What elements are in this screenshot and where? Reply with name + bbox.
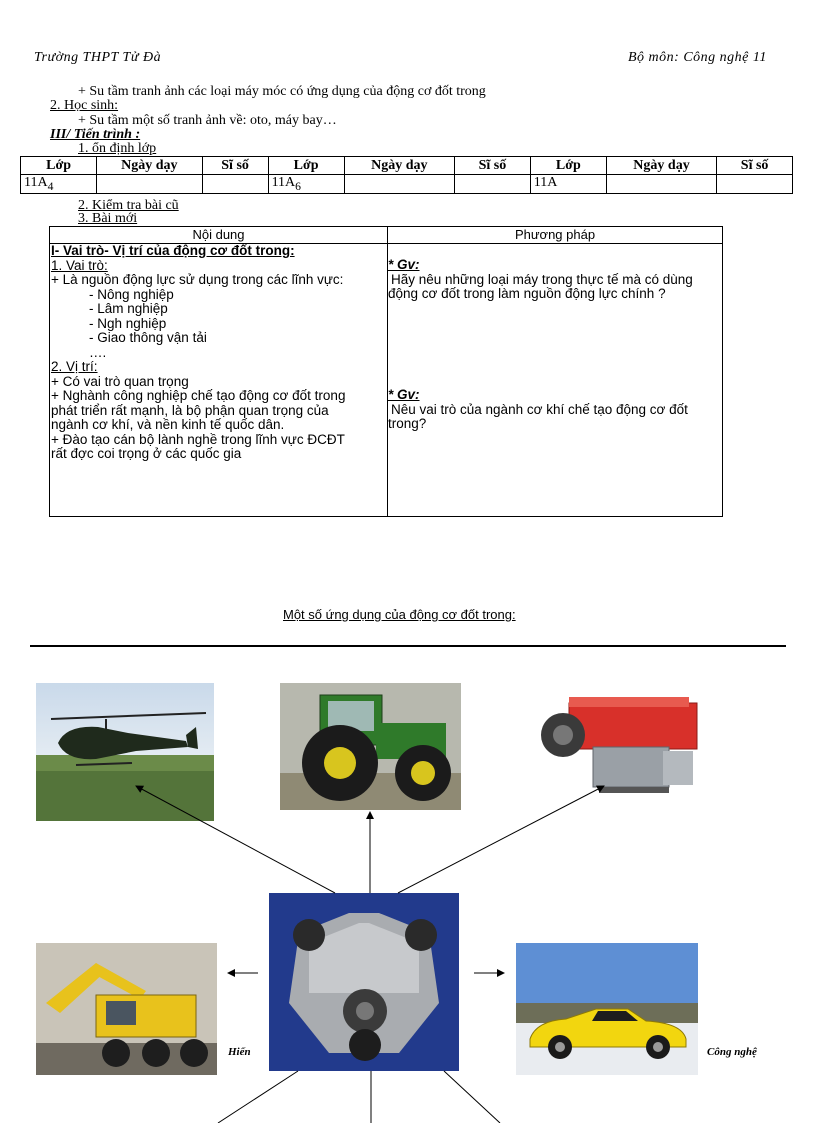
role-item: - Giao thông vận tải: [89, 330, 207, 345]
process-step-3: 3. Bài mới: [78, 211, 138, 226]
process-heading: III/ Tiến trình :: [50, 127, 141, 142]
position-line: + Đào tạo cán bộ lành nghề trong lĩnh vực ĐCĐT: [51, 431, 345, 447]
header-cell: Ngày dạy: [606, 157, 716, 175]
gv-question-line: Hãy nêu những loại máy trong thực tế mà có dùng: [391, 271, 693, 287]
school-name: Trường THPT Tử Đà: [34, 50, 162, 65]
role-item: ….: [89, 344, 107, 360]
header-cell: Sĩ số: [717, 157, 793, 175]
position-line: phát triển rất mạnh, là bộ phận quan trọng của: [51, 402, 329, 418]
role-intro: + Là nguồn động lực sử dụng trong các lĩnh vực:: [51, 272, 344, 287]
applications-title: Một số ứng dụng của động cơ đốt trong:: [283, 607, 516, 622]
gv-question-line: Nêu vai trò của ngành cơ khí chế tạo động cơ đốt: [391, 401, 688, 417]
role-item: - Nông nghiệp: [89, 286, 174, 302]
header-cell: Sĩ số: [455, 157, 531, 175]
subject-name: Bộ môn: Công nghệ 11: [628, 50, 767, 65]
class-sub: 6: [295, 179, 301, 193]
teacher-prep-item: + Su tầm tranh ảnh các loại máy móc có ứng dụng của động cơ đốt trong: [78, 84, 486, 99]
caption-left: Hiến: [228, 1046, 251, 1058]
class-sub: 4: [47, 179, 54, 193]
role-item: - Lâm nghiệp: [89, 301, 168, 316]
header-cell: Sĩ số: [202, 157, 268, 175]
process-step-2: 2. Kiểm tra bài cũ: [78, 198, 179, 213]
students-prep-item: + Su tầm một số tranh ảnh về: oto, máy bay…: [78, 113, 337, 128]
arrow-down-right: [444, 1071, 500, 1123]
header-cell: Lớp: [268, 157, 344, 175]
class-name: 11A: [271, 175, 296, 190]
arrow-to-helicopter: [136, 786, 335, 893]
content-column-header: Nội dung: [192, 227, 245, 242]
gv-label: * Gv:: [388, 257, 420, 272]
gv-label: * Gv:: [388, 387, 420, 402]
class-name: 11A: [533, 175, 558, 190]
position-line: rất đợc coi trọng ở các quốc gia: [51, 446, 242, 461]
header-cell: Lớp: [21, 157, 97, 175]
role-heading: 1. Vai trò:: [51, 257, 108, 273]
method-column-header: Phương pháp: [514, 227, 596, 242]
gv-question-line: trong?: [388, 416, 427, 431]
position-line: + Nghành công nghiệp chế tạo động cơ đốt trong: [51, 388, 346, 403]
class-name: 11A: [24, 175, 48, 190]
role-item: - Ngh nghiệp: [89, 315, 167, 331]
position-heading: 2. Vị trí:: [51, 359, 98, 374]
position-line: ngành cơ khí, và nền kinh tế quốc dân.: [51, 417, 285, 432]
header-cell: Ngày dạy: [97, 157, 203, 175]
header-cell: Ngày dạy: [344, 157, 454, 175]
arrow-to-generator: [398, 786, 604, 893]
section-title: I- Vai trò- Vị trí của động cơ đốt trong:: [51, 243, 295, 258]
caption-right: Công nghệ: [707, 1046, 757, 1058]
position-line: + Có vai trò quan trọng: [51, 373, 189, 389]
header-cell: Lớp: [530, 157, 606, 175]
gv-question-line: động cơ đốt trong làm nguồn động lực chính ?: [388, 286, 666, 301]
process-step-1: 1. ổn định lớp: [78, 141, 157, 156]
students-heading: 2. Học sinh:: [50, 98, 119, 113]
arrow-down-left: [218, 1071, 298, 1123]
